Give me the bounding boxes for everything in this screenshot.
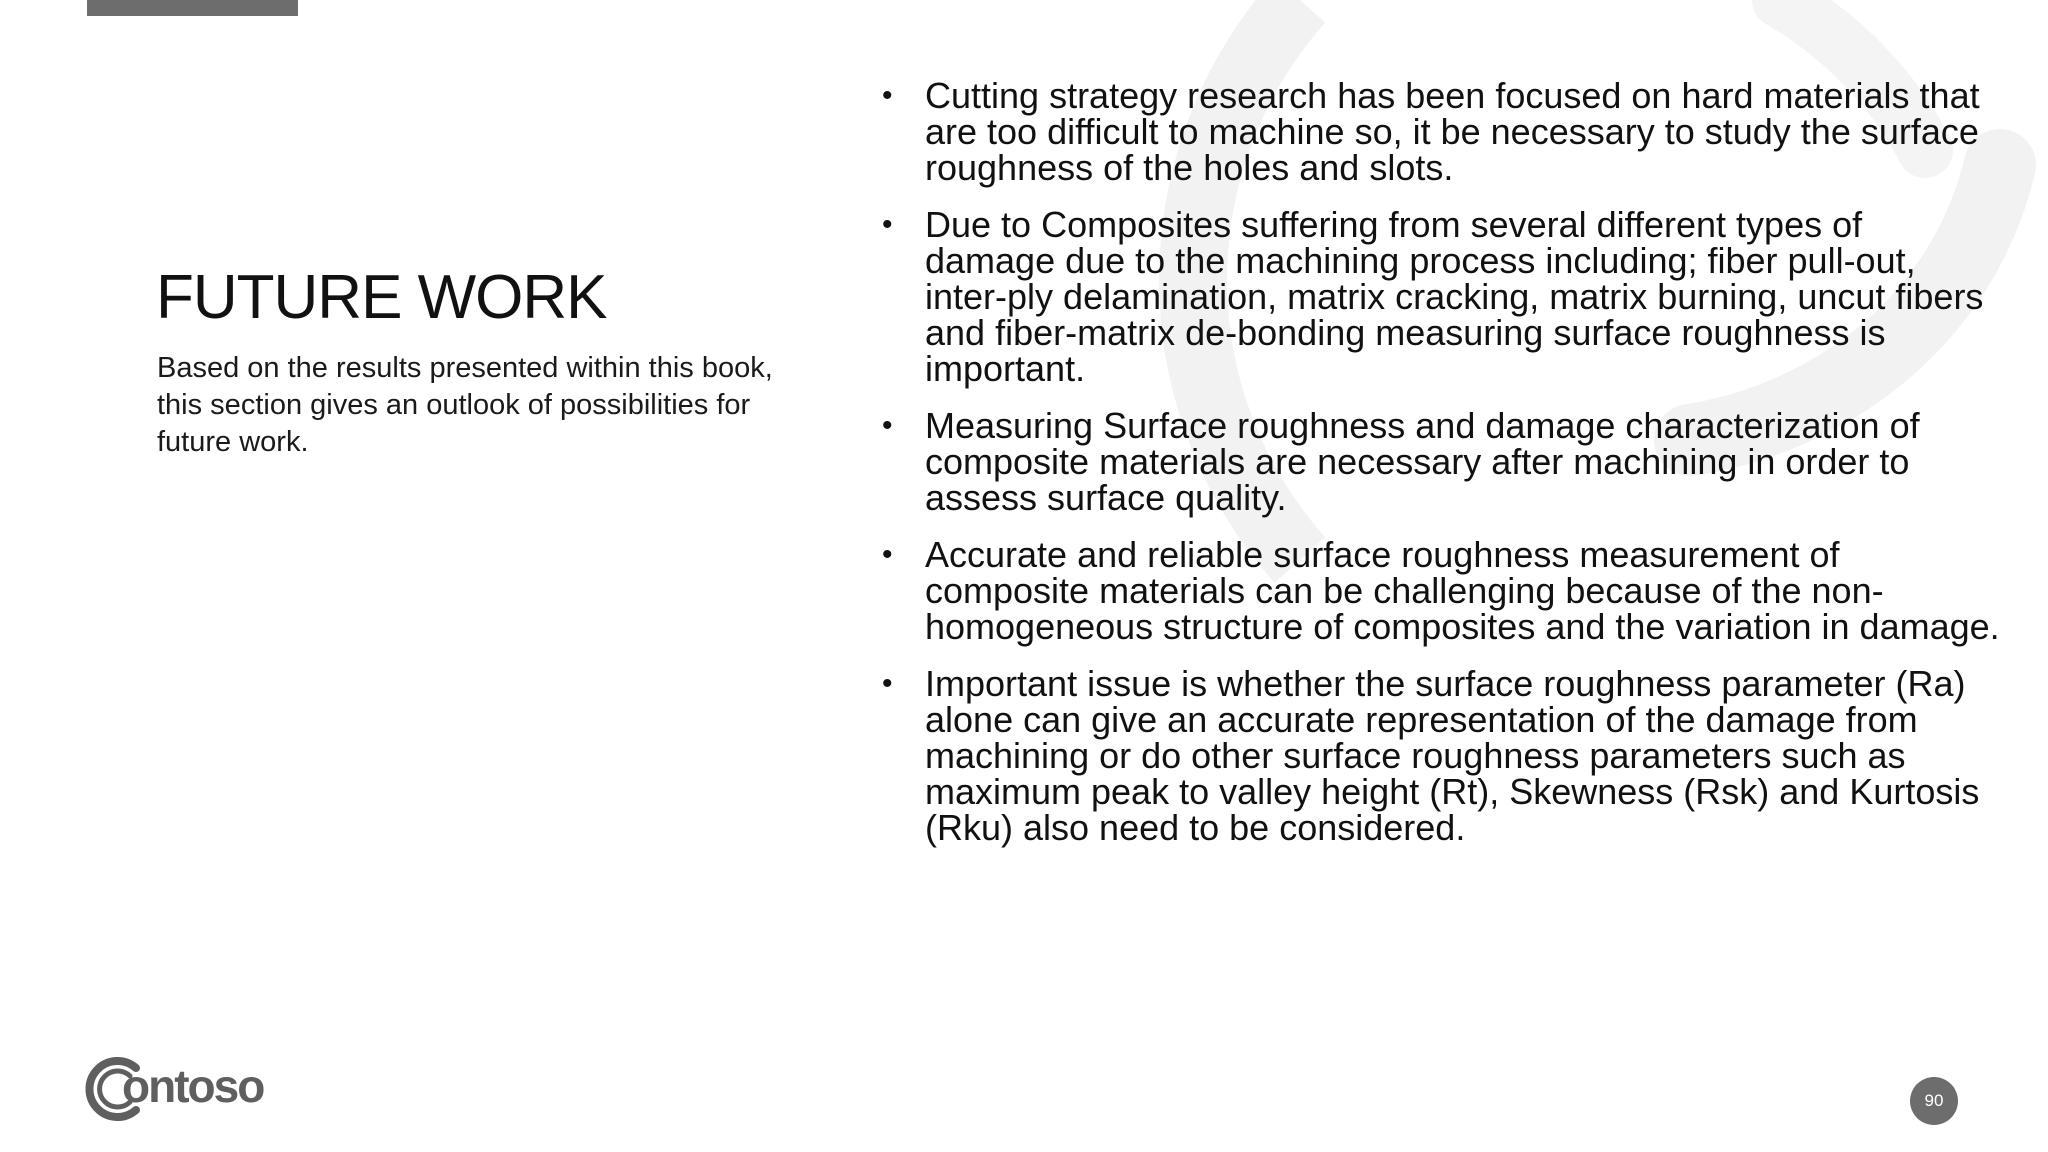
bullet-item (882, 204, 2002, 389)
bullet-item (882, 75, 2002, 188)
bullet-text: Important issue is whether the surface roughness parameter (Ra) alone can give an accurate representation of the damage from machining or do other surface roughness parameters such as maximum peak to valley height (Rt), Skewness (Rsk) and Kurtosis (Rku) also need to be considered. (925, 663, 1980, 848)
bullet-text: Due to Composites suffering from several different types of damage due to the machining process including; fiber pull-out, inter-ply delamination, matrix cracking, matrix burning, uncut fibers and fiber-matrix de-bonding measuring surface roughness is important. (925, 204, 1984, 389)
bullet-dot-icon: • (882, 79, 893, 112)
top-accent-bar (87, 0, 298, 16)
bullet-dot-icon: • (882, 538, 893, 571)
bullet-item (882, 663, 2002, 848)
bullet-text: Measuring Surface roughness and damage characterization of composite materials are necessary after machining in order to assess surface quality. (925, 405, 1920, 518)
bullet-text: Cutting strategy research has been focused on hard materials that are too difficult to machine so, it be necessary to study the surface roughness of the holes and slots. (925, 75, 1980, 188)
bullet-item (882, 405, 2002, 518)
contoso-logo (84, 1054, 284, 1124)
logo-text: ontoso (122, 1060, 264, 1112)
bullet-text: Accurate and reliable surface roughness measurement of composite materials can be challenging because of the non-homogeneous structure of composites and the variation in damage. (925, 534, 2000, 647)
page-number-badge: 90 (1910, 1077, 1958, 1125)
bullet-item (882, 534, 2002, 647)
bullet-dot-icon: • (882, 208, 893, 241)
bullet-list (882, 75, 2002, 867)
bullet-dot-icon: • (882, 667, 893, 700)
slide-subtitle: Based on the results presented within this book, this section gives an outlook of possibilities for future work. (157, 352, 773, 458)
slide-title: FUTURE WORK (156, 263, 607, 332)
bullet-dot-icon: • (882, 409, 893, 442)
